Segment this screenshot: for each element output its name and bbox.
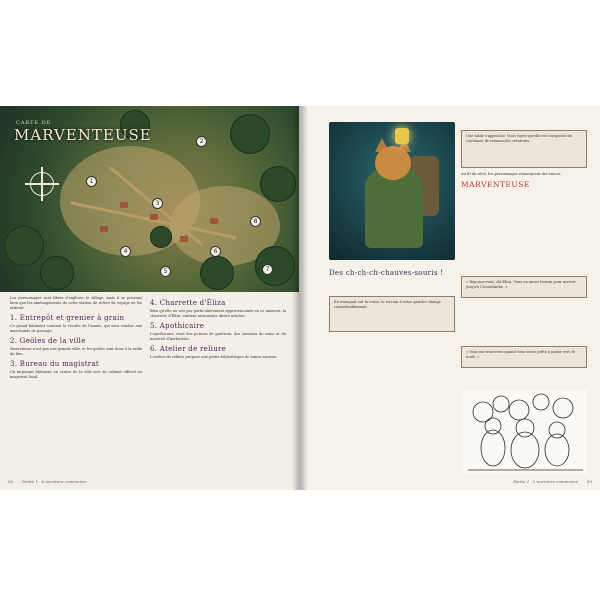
map-tree xyxy=(4,226,44,266)
quote-box: « Reposez-vous, dit Éliza. Vous en aurez besoin pour arriver jusqu'à Cocoabinthe. » xyxy=(461,276,587,298)
map-subtitle: CARTE DE xyxy=(16,120,52,126)
map-tree xyxy=(255,246,295,286)
map-marker: 7 xyxy=(262,264,273,275)
section-heading: 4. Charrette d'Éliza xyxy=(150,299,226,307)
subheading: Des ch-ch-ch-chauves-souris ! xyxy=(329,269,444,277)
lantern-icon xyxy=(395,128,409,144)
boxed-read-aloud-text: Une table s'approche. Vous voyez qu'elle est composée de centaines de minuscules créatures. xyxy=(461,130,587,168)
right-text-column-2 xyxy=(461,172,587,191)
boxed-read-aloud-text: En avançant sur la route, le terrain à votre gauche change considérablement. xyxy=(329,296,455,332)
map-tree xyxy=(200,256,234,290)
section-text: L'atelier de reliure propose une petite bibliothèque de tomes anciens. xyxy=(150,355,278,359)
quote-box: « Vous me trouverez quand vous serez prêts à partir vers le nord. » xyxy=(461,346,587,368)
map-title: MARVENTEUSE xyxy=(14,126,152,144)
character-body xyxy=(365,168,423,248)
village-map xyxy=(0,106,299,292)
section-heading: 6. Atelier de reliure xyxy=(150,345,227,353)
map-building xyxy=(180,236,188,242)
section-heading: 3. Bureau du magistrat xyxy=(10,360,100,368)
right-page xyxy=(301,106,600,490)
map-tree xyxy=(40,256,74,290)
map-building xyxy=(100,226,108,232)
map-building xyxy=(210,218,218,224)
map-marker: 8 xyxy=(250,216,261,227)
left-text-column-1 xyxy=(10,296,142,383)
character-illustration xyxy=(329,122,455,260)
section-text: L'apothicaire vend des potions de guérison, des trousses de soins et du matériel d'herboriste. xyxy=(150,332,286,341)
section-heading: 2. Geôles de la ville xyxy=(10,337,86,345)
section-heading: 1. Entrepôt et grenier à grain xyxy=(10,314,125,322)
right-text-column-1 xyxy=(329,266,455,279)
page-footer: Partie 1 : L'aventure commence xyxy=(513,479,578,484)
section-text: Ce grand bâtiment contient la récolte de l'année, qui sera vendue aux marchands de passage. xyxy=(10,324,142,333)
section-text: Marveteuse n'est pas une grande ville, et les geôles sont donc à la taille du lieu. xyxy=(10,347,142,356)
intro-paragraph: Les personnages sont libres d'explorer le village, mais il se pourrait bien que les aménagements de cette station de relève de voyage ne les attirent. xyxy=(10,296,142,310)
map-marker: 6 xyxy=(210,246,221,257)
sketch-illustration xyxy=(463,390,587,474)
page-number: 89 xyxy=(586,479,592,484)
map-marker: 2 xyxy=(196,136,207,147)
map-tree xyxy=(260,166,296,202)
book-gutter xyxy=(292,106,308,490)
page-footer: Partie 1 : L'aventure commence xyxy=(22,479,87,484)
left-text-column-2 xyxy=(150,296,286,363)
map-tree xyxy=(230,114,270,154)
map-marker: 1 xyxy=(86,176,97,187)
body-paragraph: Au fil du récit, les personnages remarquent des traces. xyxy=(461,172,562,176)
map-marker: 3 xyxy=(152,198,163,209)
section-text: Un imposant bâtiment au centre de la ville sert de cabinet officiel au magistrat local. xyxy=(10,370,142,379)
section-title: MARVENTEUSE xyxy=(461,180,530,189)
map-tree xyxy=(150,226,172,248)
section-heading: 5. Apothicaire xyxy=(150,322,205,330)
map-building xyxy=(150,214,158,220)
open-book xyxy=(0,106,600,490)
section-text: Bien qu'elle ne soit pas particulièrement approvisionnée en ce moment, la charrette d'Éliza contient néanmoins divers articles. xyxy=(150,309,286,318)
map-marker: 5 xyxy=(160,266,171,277)
character-head xyxy=(375,146,411,180)
sketch-drawing xyxy=(463,390,587,474)
page-number: 90 xyxy=(8,479,14,484)
map-building xyxy=(120,202,128,208)
map-marker: 4 xyxy=(120,246,131,257)
left-page xyxy=(0,106,299,490)
compass-rose-icon xyxy=(30,172,54,196)
